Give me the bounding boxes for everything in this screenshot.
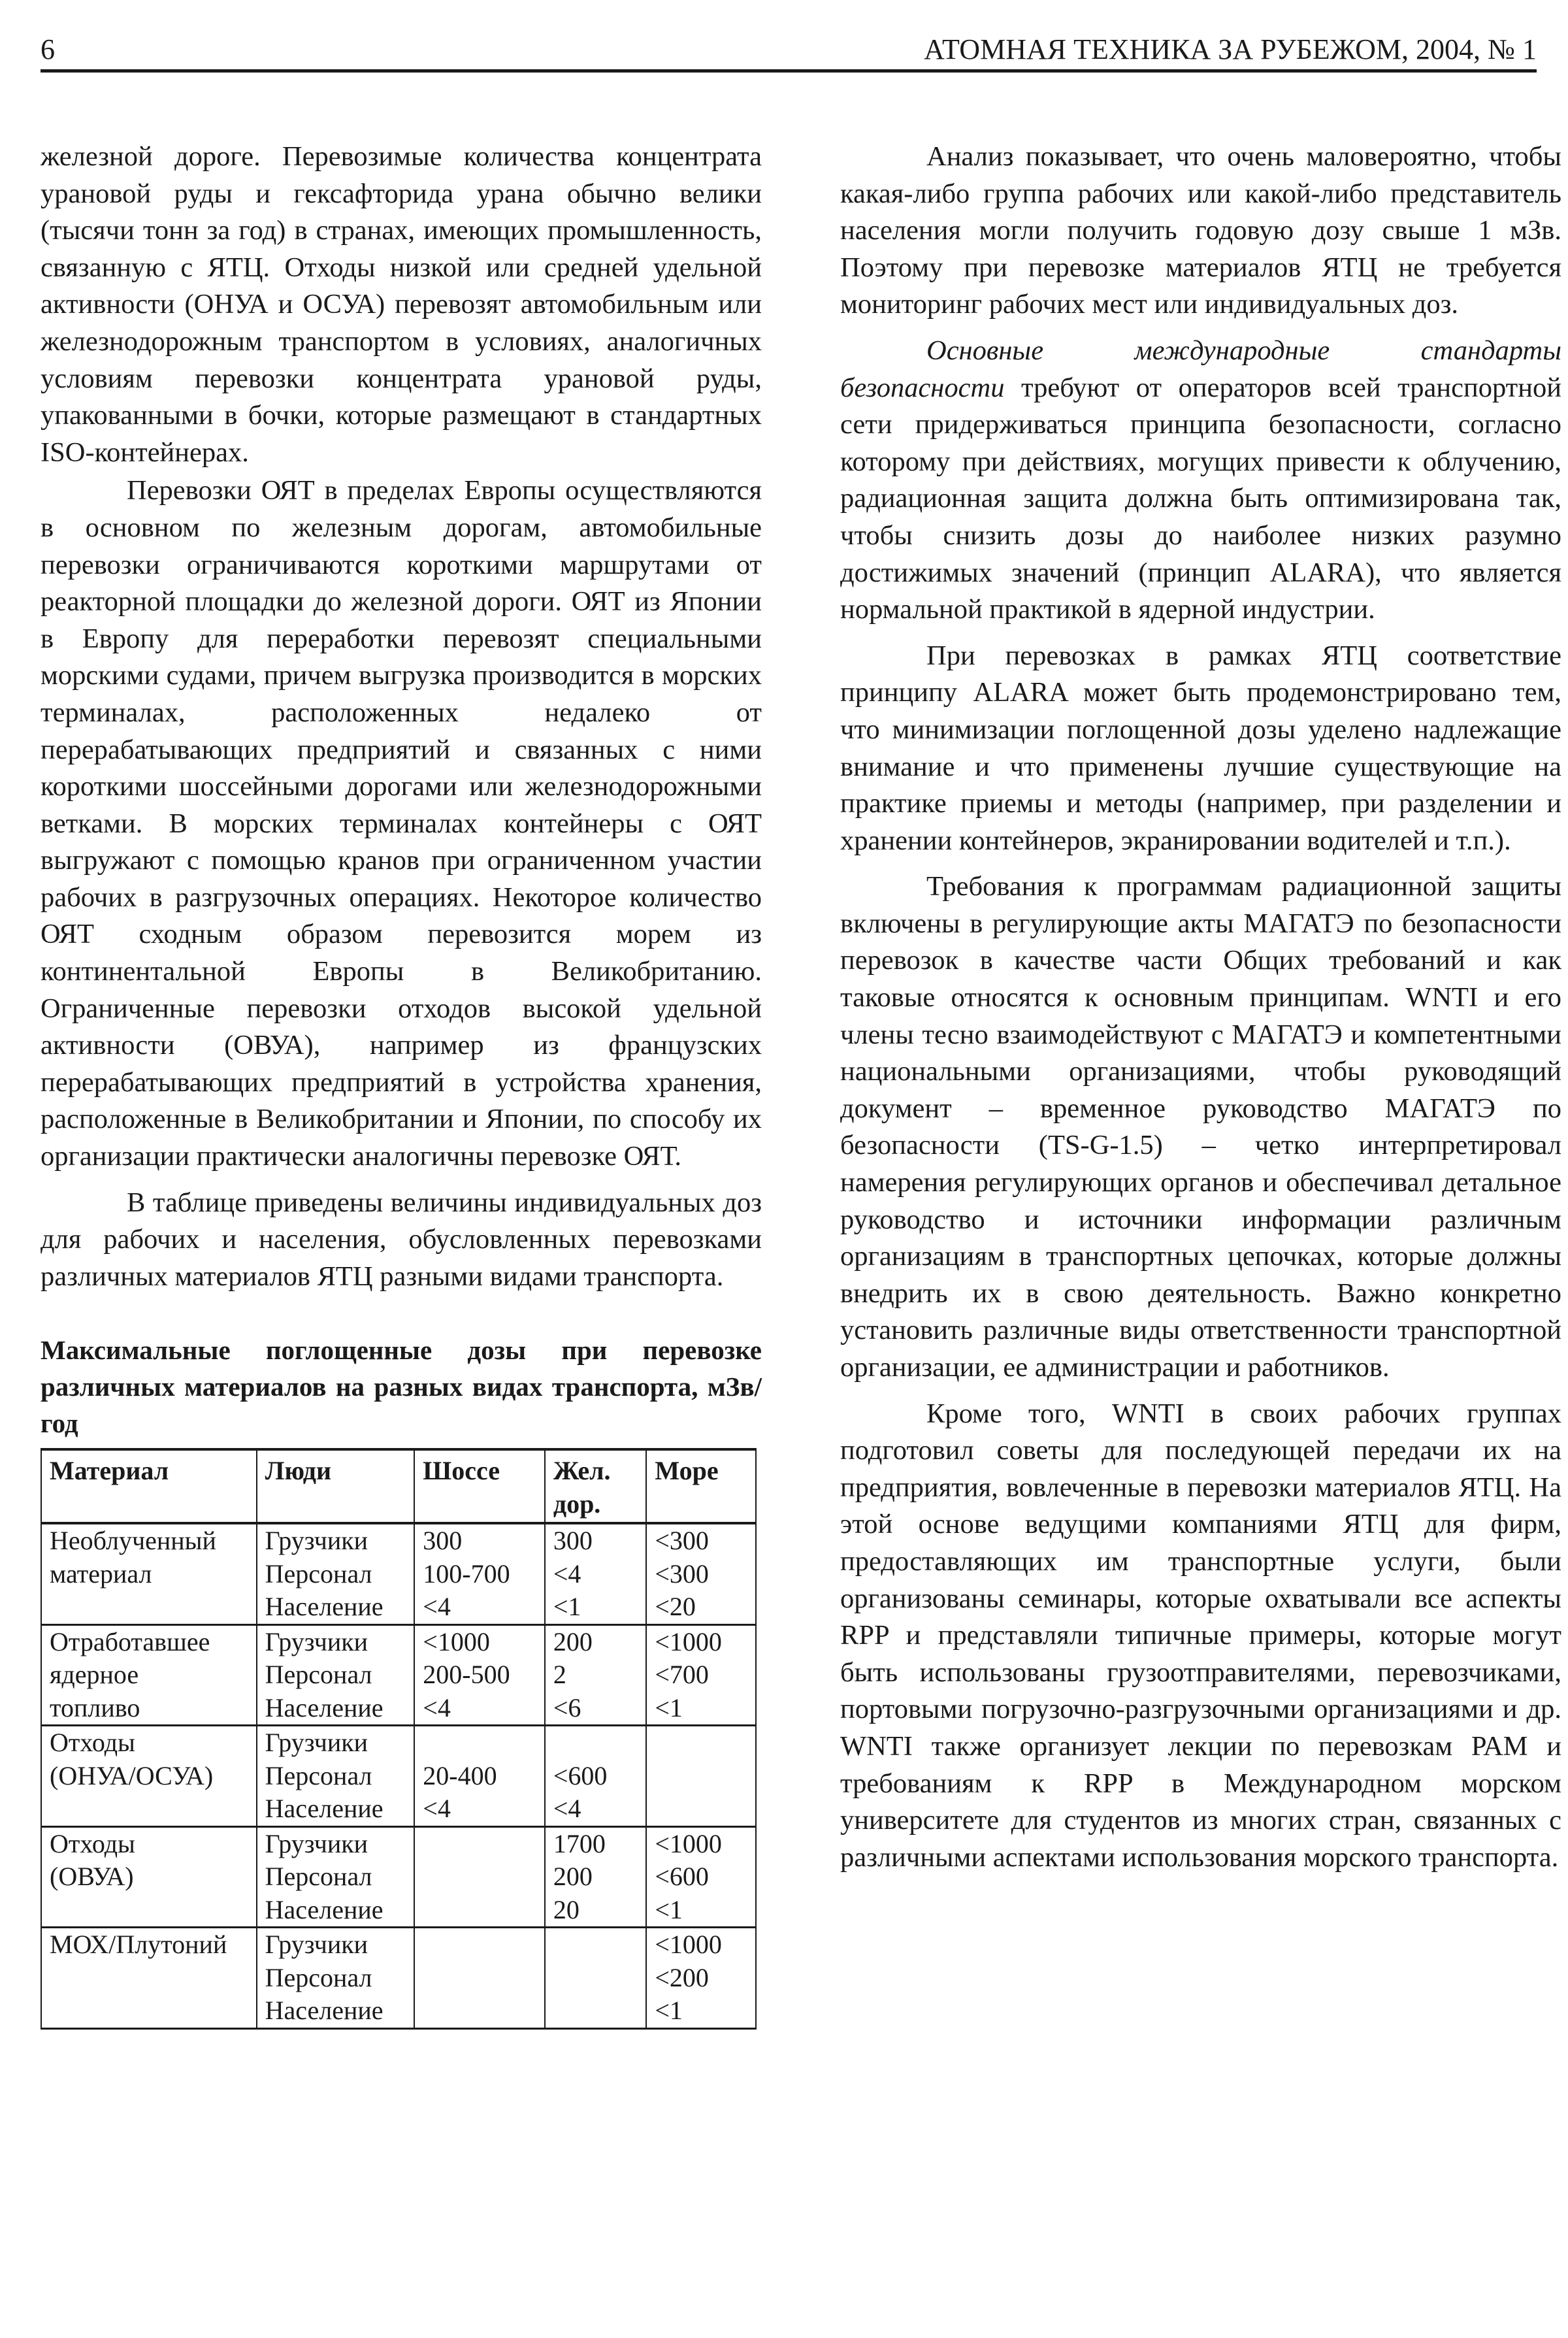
material-cell: Необлученный материал xyxy=(41,1523,257,1624)
material-cell: Отходы (ОВУА) xyxy=(41,1826,257,1928)
material-cell: Отходы (ОНУА/ОСУА) xyxy=(41,1726,257,1827)
page-header xyxy=(41,26,1537,64)
paragraph: Требования к программам радиационной защиты включены в регулирующие акты МАГАТЭ по безопасности перевозок в качестве части Общих требований и как таковые относятся к основным принципам. WNTI и его члены тесно взаимодействуют с МАГАТЭ и компетентными национальными организациями, чтобы руководящий документ – временное руководство МАГАТЭ по безопасности (TS-G-1.5) – четко интерпретировал намерения регулирующих органов и обеспечивал детальное руководство и источники информации различным организациям в транспортных цепочках, которые должны внедрить их в свою деятельность. Важно конкретно установить различные виды ответственности транспортной организации, ее администрации и работников. xyxy=(840,871,1561,1383)
people-cell: Грузчики Персонал Население xyxy=(257,1726,415,1827)
people-cell: Грузчики Персонал Население xyxy=(257,1826,415,1928)
sea-cell: <1000 <600 <1 xyxy=(646,1826,756,1928)
paragraph: В таблице приведены величины индивидуальных доз для рабочих и населения, обусловленных перевозками различных материалов ЯТЦ разными видами транспорта. xyxy=(41,1187,762,1292)
journal-title: АТОМНАЯ ТЕХНИКА ЗА РУБЕЖОМ, 2004, № 1 xyxy=(924,33,1537,65)
sea-cell xyxy=(646,1726,756,1827)
road-cell: <1000 200-500 <4 xyxy=(414,1624,545,1726)
rail-cell: 300 <4 <1 xyxy=(545,1523,647,1624)
table-row xyxy=(41,1928,756,2029)
rail-cell: <600 <4 xyxy=(545,1726,647,1827)
road-cell: 300 100-700 <4 xyxy=(414,1523,545,1624)
sea-cell: <300 <300 <20 xyxy=(646,1523,756,1624)
page-number: 6 xyxy=(41,33,55,65)
material-cell: Отработавшее ядерное топливо xyxy=(41,1624,257,1726)
header-material: Материал xyxy=(41,1449,257,1523)
rail-cell xyxy=(545,1928,647,2029)
paragraph: При перевозках в рамках ЯТЦ соответствие принципу ALARA может быть продемонстрировано тем, что минимизации поглощенной дозы уделено надлежащие внимание и что применены лучшие существующие на практике приемы и методы (например, при разделении и хранении контейнеров, экранировании водителей и т.п.). xyxy=(840,640,1561,856)
rail-cell: 1700 200 20 xyxy=(545,1826,647,1928)
header-people: Люди xyxy=(257,1449,415,1523)
italic-lead: Основные международные стандарты безопасности xyxy=(840,335,1561,403)
material-cell: МОХ/Плутоний xyxy=(41,1928,257,2029)
left-column xyxy=(41,139,762,2030)
header-rail: Жел. дор. xyxy=(545,1449,647,1523)
paragraph: Анализ показывает, что очень маловероятно, чтобы какая-либо группа рабочих или какой-либо представитель населения могли получить годовую дозу свыше 1 мЗв. Поэтому при перевозке материалов ЯТЦ не требуется мониторинг рабочих мест или индивидуальных доз. xyxy=(840,141,1561,320)
people-cell: Грузчики Персонал Население xyxy=(257,1928,415,2029)
paragraph: Кроме того, WNTI в своих рабочих группах подготовил советы для последующей передачи их на предприятия, вовлеченные в перевозки материалов ЯТЦ. На этой основе ведущими компаниями ЯТЦ для фирм, предоставляющих им транспортные услуги, были организованы семинары, которые охватывали все аспекты RPP и представляли типичные примеры, которые могут быть использованы грузоотправителями, перевозчиками, портовыми погрузочно-разгрузочными организациями и др. WNTI также организует лекции по перевозкам РАМ и требованиям к RPP в Международном морском университете для студентов из многих стран, связанных с различными аспектами использования морского транспорта. xyxy=(840,1398,1561,1873)
road-cell xyxy=(414,1826,545,1928)
table-row xyxy=(41,1523,756,1624)
rail-cell: 200 2 <6 xyxy=(545,1624,647,1726)
table-header-row xyxy=(41,1449,756,1523)
paragraph: Основные международные стандарты безопасности требуют от операторов всей транспортной сети придерживаться принципа безопасности, согласно которому при действиях, могущих привести к облучению, радиационная защита должна быть оптимизирована так, чтобы снизить дозы до наиболее низких разумно достижимых значений (принцип ALARA), что является нормальной практикой в ядерной индустрии. xyxy=(840,335,1561,625)
dose-table xyxy=(41,1448,757,2030)
header-road: Шоссе xyxy=(414,1449,545,1523)
road-cell xyxy=(414,1928,545,2029)
road-cell: 20-400 <4 xyxy=(414,1726,545,1827)
paragraph: Перевозки ОЯТ в пределах Европы осуществляются в основном по железным дорогам, автомобильные перевозки ограничиваются короткими маршрутами от реакторной площадки до железной дороги. ОЯТ из Японии в Европу для переработки перевозят специальными морскими судами, причем выгрузка производится в морских терминалах, расположенных недалеко от перерабатывающих предприятий и связанных с ними короткими шоссейными дорогами или железнодорожными ветками. В морских терминалах контейнеры с ОЯТ выгружают с помощью кранов при ограниченном участии рабочих в разгрузочных операциях. Некоторое количество ОЯТ сходным образом перевозится морем из континентальной Европы в Великобританию. Ограниченные перевозки отходов высокой удельной активности (ОВУА), например из французских перерабатывающих предприятий в устройства хранения, расположенные в Великобритании и Японии, по способу их организации практически аналогичны перевозке ОЯТ. xyxy=(41,475,762,1172)
paragraph: железной дороге. Перевозимые количества концентрата урановой руды и гексафторида урана обычно велики (тысячи тонн за год) в странах, имеющих промышленность, связанную с ЯТЦ. Отходы низкой или средней удельной активности (ОНУА и ОСУА) перевозят автомобильным или железнодорожным транспортом в условиях, аналогичных условиям перевозки концентрата урановой руды, упакованными в бочки, которые размещают в стандартных ISO-контейнерах. xyxy=(41,141,762,468)
people-cell: Грузчики Персонал Население xyxy=(257,1624,415,1726)
right-column xyxy=(840,139,1561,1876)
table-row xyxy=(41,1826,756,1928)
people-cell: Грузчики Персонал Население xyxy=(257,1523,415,1624)
sea-cell: <1000 <200 <1 xyxy=(646,1928,756,2029)
table-caption: Максимальные поглощенные дозы при перевозке различных материалов на разных видах транспорта, мЗв/год xyxy=(41,1335,762,1439)
table-row xyxy=(41,1624,756,1726)
header-divider xyxy=(41,69,1537,73)
sea-cell: <1000 <700 <1 xyxy=(646,1624,756,1726)
header-sea: Море xyxy=(646,1449,756,1523)
table-row xyxy=(41,1726,756,1827)
